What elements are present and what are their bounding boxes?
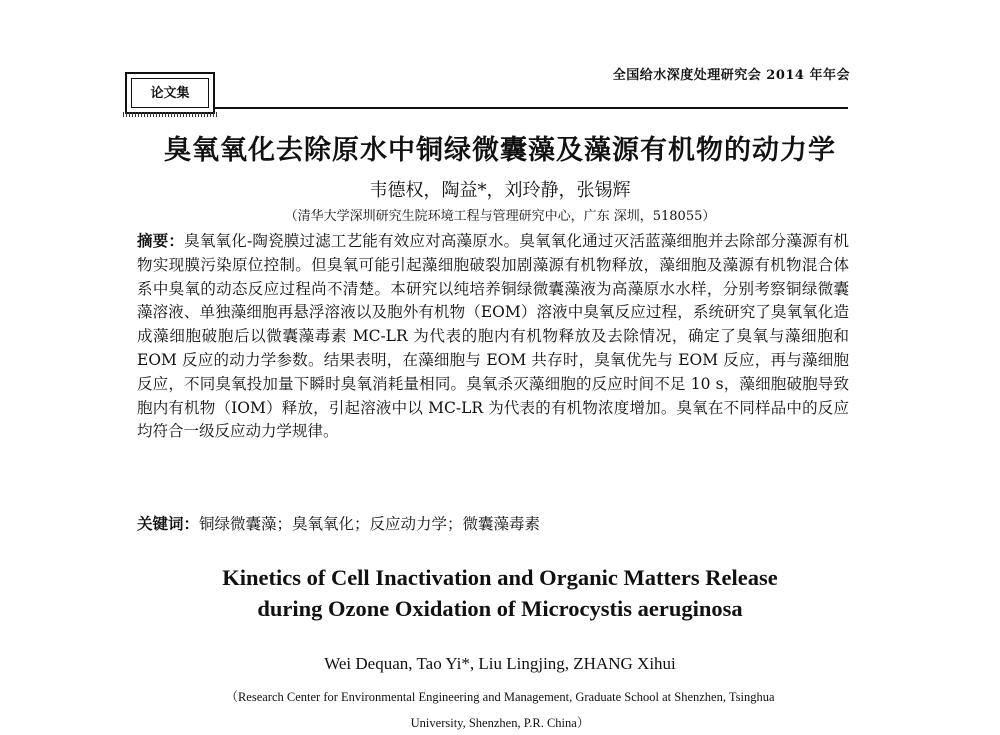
title-english: [100, 562, 900, 624]
authors-chinese: 韦德权，陶益*，刘玲静，张锡辉: [369, 180, 631, 201]
keywords-text: 铜绿微囊藻；臭氧氧化；反应动力学；微囊藻毒素: [199, 515, 541, 533]
header-rule: [215, 107, 848, 109]
keywords-label: 关键词：: [137, 514, 200, 533]
title-english-line-2: during Ozone Oxidation of Microcystis aeruginosa: [257, 596, 743, 621]
title-english-line-1: Kinetics of Cell Inactivation and Organic Matters Release: [222, 565, 778, 590]
abstract-label: 摘要：: [137, 231, 185, 250]
affiliation-english-line-1: （Research Center for Environmental Engineering and Management, Graduate School at Shenzhen, Tsinghua: [225, 690, 775, 704]
authors-english: Wei Dequan, Tao Yi*, Liu Lingjing, ZHANG Xihui: [324, 654, 676, 673]
abstract-text: 臭氧氧化-陶瓷膜过滤工艺能有效应对高藻原水。臭氧氧化通过灭活蓝藻细胞并去除部分藻源有机物实现膜污染原位控制。但臭氧可能引起藻细胞破裂加剧藻源有机物释放，藻细胞及藻源有机物混合体系中臭氧的动态反应过程尚不清楚。本研究以纯培养铜绿微囊藻液为高藻原水水样，分别考察铜绿微囊藻溶液、单独藻细胞再悬浮溶液以及胞外有机物（EOM）溶液中臭氧反应过程，系统研究了臭氧氧化造成藻细胞破胞后以微囊藻毒素 MC-LR 为代表的胞内有机物释放及去除情况，确定了臭氧与藻细胞和 EOM 反应的动力学参数。结果表明，在藻细胞与 EOM 共存时，臭氧优先与 EOM 反应，再与藻细胞反应，不同臭氧投加量下瞬时臭氧消耗量相同。臭氧杀灭藻细胞的反应时间不足 10 s，藻细胞破胞导致胞内有机物（IOM）释放，引起溶液中以 MC-LR 为代表的有机物浓度增加。臭氧在不同样品中的反应均符合一级反应动力学规律。: [137, 232, 849, 441]
header-hatch-decoration: [123, 112, 219, 117]
affiliation-english: [100, 684, 900, 735]
keywords-chinese: [137, 512, 849, 534]
abstract-chinese: [137, 229, 849, 444]
title-chinese: 臭氧氧化去除原水中铜绿微囊藻及藻源有机物的动力学: [164, 135, 836, 166]
journal-header: 全国给水深度处理研究会 2014 年年会: [612, 68, 850, 83]
section-tag-box: [125, 72, 215, 114]
affiliation-chinese: （清华大学深圳研究生院环境工程与管理研究中心，广东 深圳，518055）: [284, 209, 716, 224]
section-tag: 论文集: [131, 78, 209, 108]
affiliation-english-line-2: University, Shenzhen, P.R. China）: [410, 716, 590, 730]
